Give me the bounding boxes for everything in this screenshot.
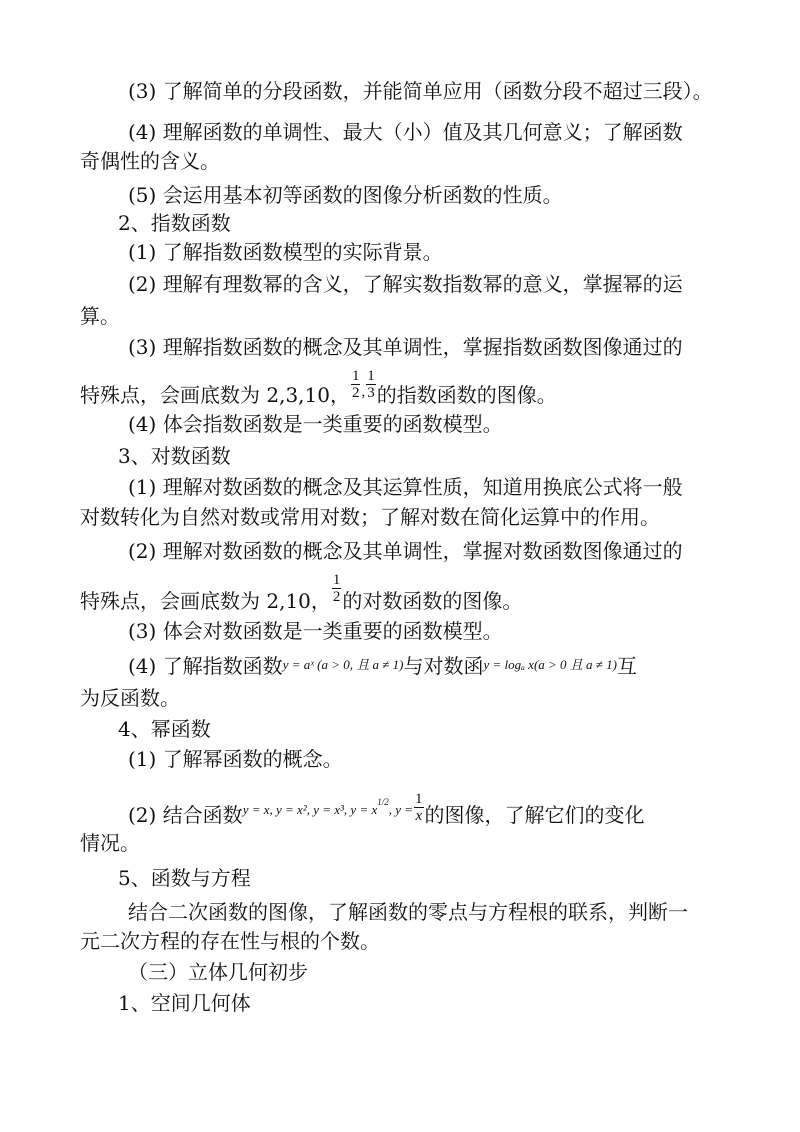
- text-line: (5) 会运用基本初等函数的图像分析函数的性质。: [128, 183, 563, 207]
- text-line: [80, 572, 523, 619]
- text-segment: 互: [617, 654, 638, 678]
- text-line: 对数转化为自然对数或常用对数；了解对数在简化运算中的作用。: [80, 505, 660, 529]
- text-line: 算。: [80, 304, 120, 328]
- fraction-one-half: $\frac{1}{2}$: [332, 572, 341, 605]
- text-segment: 的指数函数的图像。: [376, 383, 557, 407]
- text-line: (3) 理解指数函数的概念及其单调性，掌握指数函数图像通过的: [128, 335, 683, 359]
- text-line: (3) 了解简单的分段函数，并能简单应用（函数分段不超过三段）。: [128, 79, 713, 103]
- fraction-one-half: $\frac{1}{2}$: [351, 368, 360, 401]
- text-line: 元二次方程的存在性与根的个数。: [80, 929, 380, 953]
- fraction-one-third: $\frac{1}{3}$: [367, 368, 375, 401]
- text-segment: 特殊点，会画底数为 2,10，: [80, 589, 331, 613]
- text-segment: 的图像，了解它们的变化: [424, 803, 645, 827]
- text-line: (4) 理解函数的单调性、最大（小）值及其几何意义；了解函数: [128, 120, 683, 144]
- text-line: (1) 了解指数函数模型的实际背景。: [128, 240, 443, 264]
- text-line: (1) 理解对数函数的概念及其运算性质，知道用换底公式将一般: [128, 475, 683, 499]
- text-line: 特殊点，会画底数为 2,3,10， $\frac{1}{2}$ , $\frac{1}{3}$ 的指数函数的图像。: [80, 368, 557, 407]
- text-line: (2) 理解对数函数的概念及其单调性，掌握对数函数图像通过的: [128, 539, 683, 563]
- formula-power-functions: y = x, y = x², y = x³, y = x1/2, y =: [242, 796, 414, 817]
- text-line: 奇偶性的含义。: [80, 149, 220, 173]
- text-segment: (4) 了解指数函数: [128, 654, 283, 678]
- text-line: (3) 体会对数函数是一类重要的函数模型。: [128, 619, 503, 643]
- formula-exponential: y = aˣ (a > 0, 且 a ≠ 1): [282, 657, 404, 672]
- text-line: 结合二次函数的图像，了解函数的零点与方程根的联系，判断一: [128, 900, 688, 924]
- fraction-one-over-x: $\frac{1}{x}$: [415, 791, 423, 824]
- section-heading: 5、函数与方程: [118, 866, 251, 890]
- text-line: (4) 体会指数函数是一类重要的函数模型。: [128, 412, 503, 436]
- text-segment: 与对数函: [403, 654, 484, 678]
- section-heading: 4、幂函数: [118, 717, 211, 741]
- text-line: (1) 了解幂函数的概念。: [128, 747, 343, 771]
- text-line: 为反函数。: [80, 686, 180, 710]
- section-heading: 1、空间几何体: [118, 991, 251, 1015]
- section-heading: 2、指数函数: [118, 211, 231, 235]
- section-heading: 3、对数函数: [118, 444, 231, 468]
- exponent-one-half: 1/2: [377, 796, 389, 807]
- text-line: 情况。: [80, 831, 140, 855]
- text-segment: 特殊点，会画底数为 2,3,10，: [80, 383, 350, 407]
- text-segment: 的对数函数的图像。: [342, 589, 523, 613]
- text-line: [128, 654, 637, 681]
- text-line: (2) 理解有理数幂的含义，了解实数指数幂的意义，掌握幂的运: [128, 272, 683, 296]
- section-heading: （三）立体几何初步: [128, 960, 308, 984]
- text-segment: (2) 结合函数: [128, 803, 243, 827]
- text-line: [128, 791, 645, 833]
- formula-logarithm: y = logₐ x(a > 0 且 a ≠ 1): [483, 657, 618, 672]
